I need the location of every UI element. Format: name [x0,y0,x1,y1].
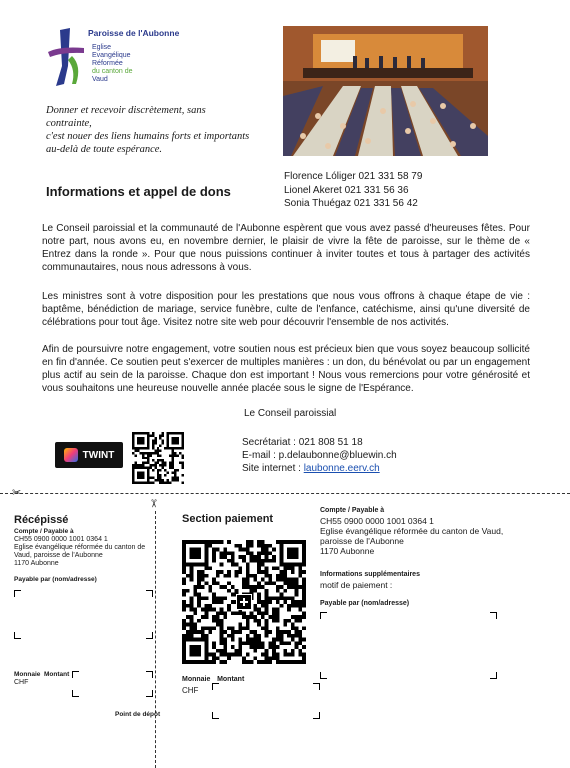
receipt-currency-amount-labels [14,671,69,679]
receipt-account-line: Vaud, paroisse de l'Aubonne [14,552,103,559]
receipt-account-line: CH55 0900 0000 1001 0364 1 [14,536,108,543]
field-corner [14,632,21,639]
amount-corner [212,683,219,690]
page-title: Informations et appel de dons [46,184,231,199]
receipt-payable-label: Payable par (nom/adresse) [14,576,97,583]
additional-info [320,570,420,590]
secretariat-phone: Secrétariat : 021 808 51 18 [242,437,363,448]
amount-corner [72,690,79,697]
amount-corner [72,671,79,678]
secretariat-contact [242,436,397,475]
field-corner [146,632,153,639]
field-corner [320,672,327,679]
motto-line: c'est nouer des liens humains forts et importants [46,131,250,142]
field-corner [490,612,497,619]
slip-divider [155,511,156,768]
receipt-currency: CHF [14,679,29,686]
field-corner [14,590,21,597]
contact-list [284,170,422,211]
amount-corner [146,690,153,697]
website-label: Site internet : [242,463,304,474]
website-line [242,462,397,475]
receipt-depot-label: Point de dépôt [115,711,161,718]
receipt-title: Récépissé [14,514,69,526]
field-corner [320,612,327,619]
motto-line: au-delà de toute espérance. [46,144,163,155]
amount-corner [146,671,153,678]
payment-account-line: 1170 Aubonne [320,546,375,556]
payment-amount-label: Montant [217,676,245,683]
logo-title: Paroisse de l'Aubonne [88,28,180,38]
logo-line: Réformée [92,60,123,67]
logo-line: Eglise [92,44,112,51]
receipt-payable-by [14,576,97,584]
motto-line: Donner et recevoir discrètement, sans [46,105,206,116]
payment-account-label: Compte / Payable à [320,507,385,514]
swiss-cross-icon [236,594,252,610]
contact-entry: Florence Lóliger 021 331 58 79 [284,171,423,182]
motto-line: contrainte, [46,118,92,129]
field-corner [490,672,497,679]
amount-corner [313,712,320,719]
payment-account-line: Eglise évangélique réformée du canton de Vaud, [320,526,504,536]
twint-icon [64,448,78,462]
logo-line: Vaud [92,76,108,83]
payment-account [320,506,503,556]
field-corner [146,590,153,597]
parish-hall-photo [283,26,488,156]
amount-corner [212,712,219,719]
receipt-account-label: Compte / Payable à [14,528,74,535]
receipt-currency-label: Monnaie [14,671,41,678]
amount-corner [313,683,320,690]
payment-currency-label: Monnaie [182,676,211,683]
contact-entry: Sonia Thuégaz 021 331 56 42 [284,198,418,209]
body-paragraph: Afin de poursuivre notre engagement, votre soutien nous est précieux bien que vous soyez beaucoup sollicité en fin d'année. Ce soutien peut s'exercer de multiples manières : un don, du bénévolat ou par un engagement plus actif au sein de la paroisse. Chaque don est important ! Nous vous remercions pour votre générosité et vous souhaitons une heureuse nouvelle année placée sous le signe de l'Espérance. [42,344,530,394]
scissors-icon: ✂ [147,498,160,509]
payment-account-line: paroisse de l'Aubonne [320,536,404,546]
website-link[interactable]: laubonne.eerv.ch [303,463,380,474]
parish-logo-icon [46,26,86,88]
signature: Le Conseil paroissial [244,408,337,419]
receipt-amount-label: Montant [44,671,70,678]
contact-entry: Lionel Akeret 021 331 56 36 [284,184,409,196]
twint-qr-code-icon [132,432,184,484]
receipt-amount-section [14,671,69,687]
body-paragraph: Les ministres sont à votre disposition pour les prestations que nous vous offrons à chaque étape de vie : baptême, bénédiction de mariage, service funèbre, culte de l'enfance, catéchisme, ainsi qu'une diversité de célébrations pour tout âge. Visitez notre site web pour découvrir l'ensemble de nos activités. [42,291,530,328]
receipt-account-line: 1170 Aubonne [14,560,59,567]
twint-logo [55,442,123,468]
logo-subtitle [92,44,132,84]
cut-line [0,493,570,494]
payment-currency: CHF [182,686,199,695]
additional-info-label: Informations supplémentaires [320,571,420,578]
twint-label: TWINT [82,449,115,461]
logo-line: Evangélique [92,52,131,59]
payment-account-line: CH55 0900 0000 1001 0364 1 [320,516,434,526]
receipt-account [14,528,145,568]
receipt-account-line: Eglise évangélique réformée du canton de [14,544,146,551]
body-paragraph: Le Conseil paroissial et la communauté de l'Aubonne espèrent que vous avez passé d'heureuses fêtes. Pour notre part, nous avons eu, en novembre dernier, le plaisir de vivre la fête de paroisse, sur le thème de « Entrez dans la ronde ». Pour que nous puissions continuer à inviter toutes et tous à partager des activités communautaires, nous nous adressons à vous. [42,223,530,273]
scissors-icon: ✂ [12,487,22,499]
payment-section-title: Section paiement [182,513,274,525]
secretariat-email: E-mail : p.delaubonne@bluewin.ch [242,450,397,461]
logo-line: du canton de [92,68,133,75]
additional-info-value: motif de paiement : [320,580,393,590]
motto-quote [46,104,286,156]
payment-payable-by-label: Payable par (nom/adresse) [320,600,410,607]
